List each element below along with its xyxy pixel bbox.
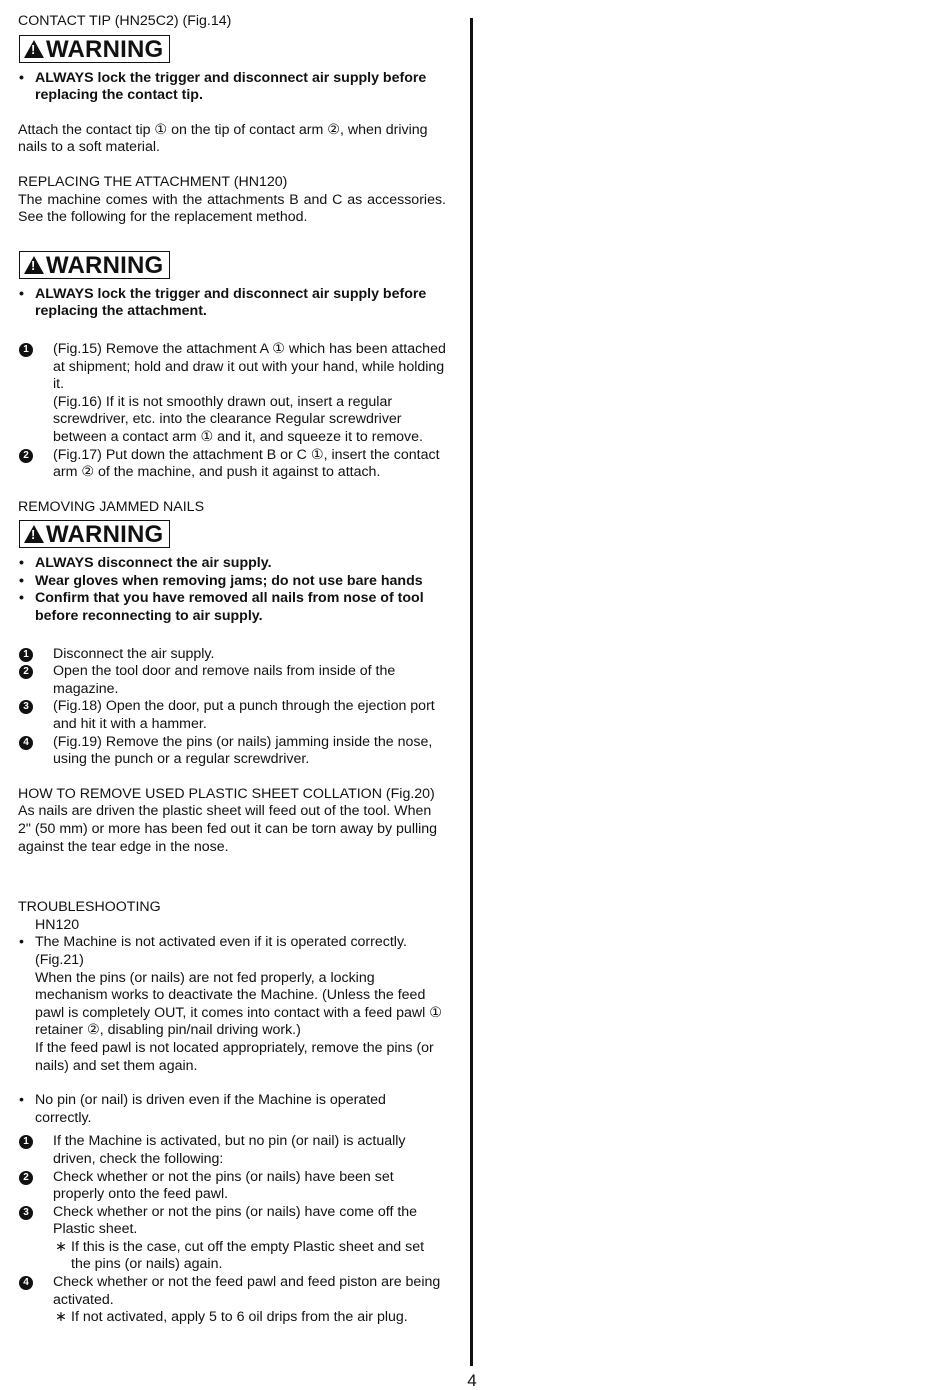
step-text-extra: (Fig.16) If it is not smoothly drawn out, insert a regular screwdriver, etc. into the clearance Regular screwdriver between a contact arm ① and it, and squeeze it to remove. bbox=[53, 393, 423, 445]
numbered-step bbox=[18, 1204, 446, 1274]
numbered-step bbox=[18, 1169, 446, 1204]
step-number-badge: 1 bbox=[19, 343, 33, 357]
warning-bullet: • Confirm that you have removed all nails from nose of tool before reconnecting to air supply. bbox=[18, 590, 446, 625]
warning-label: !WARNING bbox=[19, 251, 170, 279]
warning-bullet: • ALWAYS disconnect the air supply. bbox=[18, 555, 446, 573]
step-text: Check whether or not the pins (or nails) have been set properly onto the feed pawl. bbox=[53, 1168, 394, 1203]
numbered-step bbox=[18, 341, 446, 447]
step-text: Check whether or not the pins (or nails) have come off the Plastic sheet. bbox=[53, 1203, 418, 1238]
warning-bullet: • ALWAYS lock the trigger and disconnect air supply before replacing the contact tip. bbox=[18, 70, 446, 105]
step-note: ∗ If not activated, apply 5 to 6 oil drips from the air plug. bbox=[53, 1309, 446, 1327]
step-number-badge: 4 bbox=[19, 736, 33, 750]
numbered-step bbox=[18, 663, 446, 698]
trouble-bullet: • No pin (or nail) is driven even if the Machine is operated correctly. bbox=[18, 1092, 446, 1127]
plastic-sheet-body: As nails are driven the plastic sheet will feed out of the tool. When 2" (50 mm) or more has been fed out it can be torn away by pulling against the tear edge in the nose. bbox=[18, 803, 438, 855]
step-number-badge: 3 bbox=[19, 1206, 33, 1220]
step-note: ∗ If this is the case, cut off the empty Plastic sheet and set the pins (or nails) again. bbox=[53, 1239, 446, 1274]
step-text: (Fig.18) Open the door, put a punch through the ejection port and hit it with a hammer. bbox=[53, 698, 435, 733]
step-text: Open the tool door and remove nails from inside of the magazine. bbox=[53, 663, 396, 697]
step-text: (Fig.15) Remove the attachment A ① which has been attached at shipment; hold and draw it out with your hand, while holding it. bbox=[53, 340, 446, 393]
replacing-attachment-body: The machine comes with the attachments B and C as accessories. See the following for the replacement method. bbox=[18, 191, 446, 226]
numbered-step bbox=[18, 734, 446, 769]
step-number-badge: 4 bbox=[19, 1276, 33, 1290]
model-label: HN120 bbox=[35, 916, 80, 933]
warning-triangle-icon bbox=[24, 525, 44, 543]
step-number-badge: 1 bbox=[19, 648, 33, 662]
step-number-badge: 3 bbox=[19, 700, 33, 714]
step-text: Check whether or not the feed pawl and feed piston are being activated. bbox=[53, 1274, 441, 1308]
step-text: Disconnect the air supply. bbox=[53, 645, 215, 662]
trouble-bullet-text: When the pins (or nails) are not fed properly, a locking mechanism works to deactivate the Machine. (Unless the feed pawl is completely OUT, it comes into contact with a feed pawl ① retainer ②, disabling pin/nail driving work.) bbox=[35, 969, 442, 1039]
section-heading-replacing-attachment: REPLACING THE ATTACHMENT (HN120) bbox=[18, 173, 288, 190]
warning-label: !WARNING bbox=[19, 35, 170, 63]
step-text: If the Machine is activated, but no pin (or nail) is actually driven, check the following: bbox=[53, 1133, 406, 1167]
warning-bullet: • ALWAYS lock the trigger and disconnect air supply before replacing the attachment. bbox=[18, 286, 446, 321]
step-number-badge: 2 bbox=[19, 665, 33, 679]
numbered-step bbox=[18, 1274, 446, 1327]
page-number: 4 bbox=[467, 1371, 477, 1390]
numbered-step bbox=[18, 698, 446, 733]
numbered-step bbox=[18, 447, 446, 482]
section-heading-contact-tip: CONTACT TIP (HN25C2) (Fig.14) bbox=[18, 13, 232, 29]
warning-triangle-icon bbox=[24, 40, 44, 58]
left-column bbox=[18, 13, 446, 1327]
section-heading-plastic-sheet: HOW TO REMOVE USED PLASTIC SHEET COLLATION (Fig.20) bbox=[18, 785, 435, 802]
trouble-bullet bbox=[18, 934, 446, 1075]
step-text: (Fig.17) Put down the attachment B or C ①, insert the contact arm ② of the machine, and push it against to attach. bbox=[53, 446, 440, 481]
contact-tip-body: Attach the contact tip ① on the tip of contact arm ②, when driving nails to a soft material. bbox=[18, 121, 428, 156]
numbered-step bbox=[18, 1133, 446, 1168]
step-number-badge: 2 bbox=[19, 449, 33, 463]
numbered-step bbox=[18, 646, 446, 664]
warning-triangle-icon bbox=[24, 256, 44, 274]
trouble-bullet-text: If the feed pawl is not located appropriately, remove the pins (or nails) and set them again. bbox=[35, 1039, 434, 1074]
step-text: (Fig.19) Remove the pins (or nails) jamming inside the nose, using the punch or a regular screwdriver. bbox=[53, 733, 433, 768]
column-divider bbox=[470, 18, 473, 1366]
section-heading-removing-jammed-nails: REMOVING JAMMED NAILS bbox=[18, 498, 205, 515]
step-number-badge: 1 bbox=[19, 1135, 33, 1149]
warning-label: !WARNING bbox=[19, 520, 170, 548]
step-number-badge: 2 bbox=[19, 1171, 33, 1185]
trouble-bullet-text: • The Machine is not activated even if it is operated correctly. (Fig.21) bbox=[35, 934, 407, 968]
warning-bullet: • Wear gloves when removing jams; do not use bare hands bbox=[18, 573, 446, 591]
section-heading-troubleshooting: TROUBLESHOOTING bbox=[18, 899, 161, 916]
